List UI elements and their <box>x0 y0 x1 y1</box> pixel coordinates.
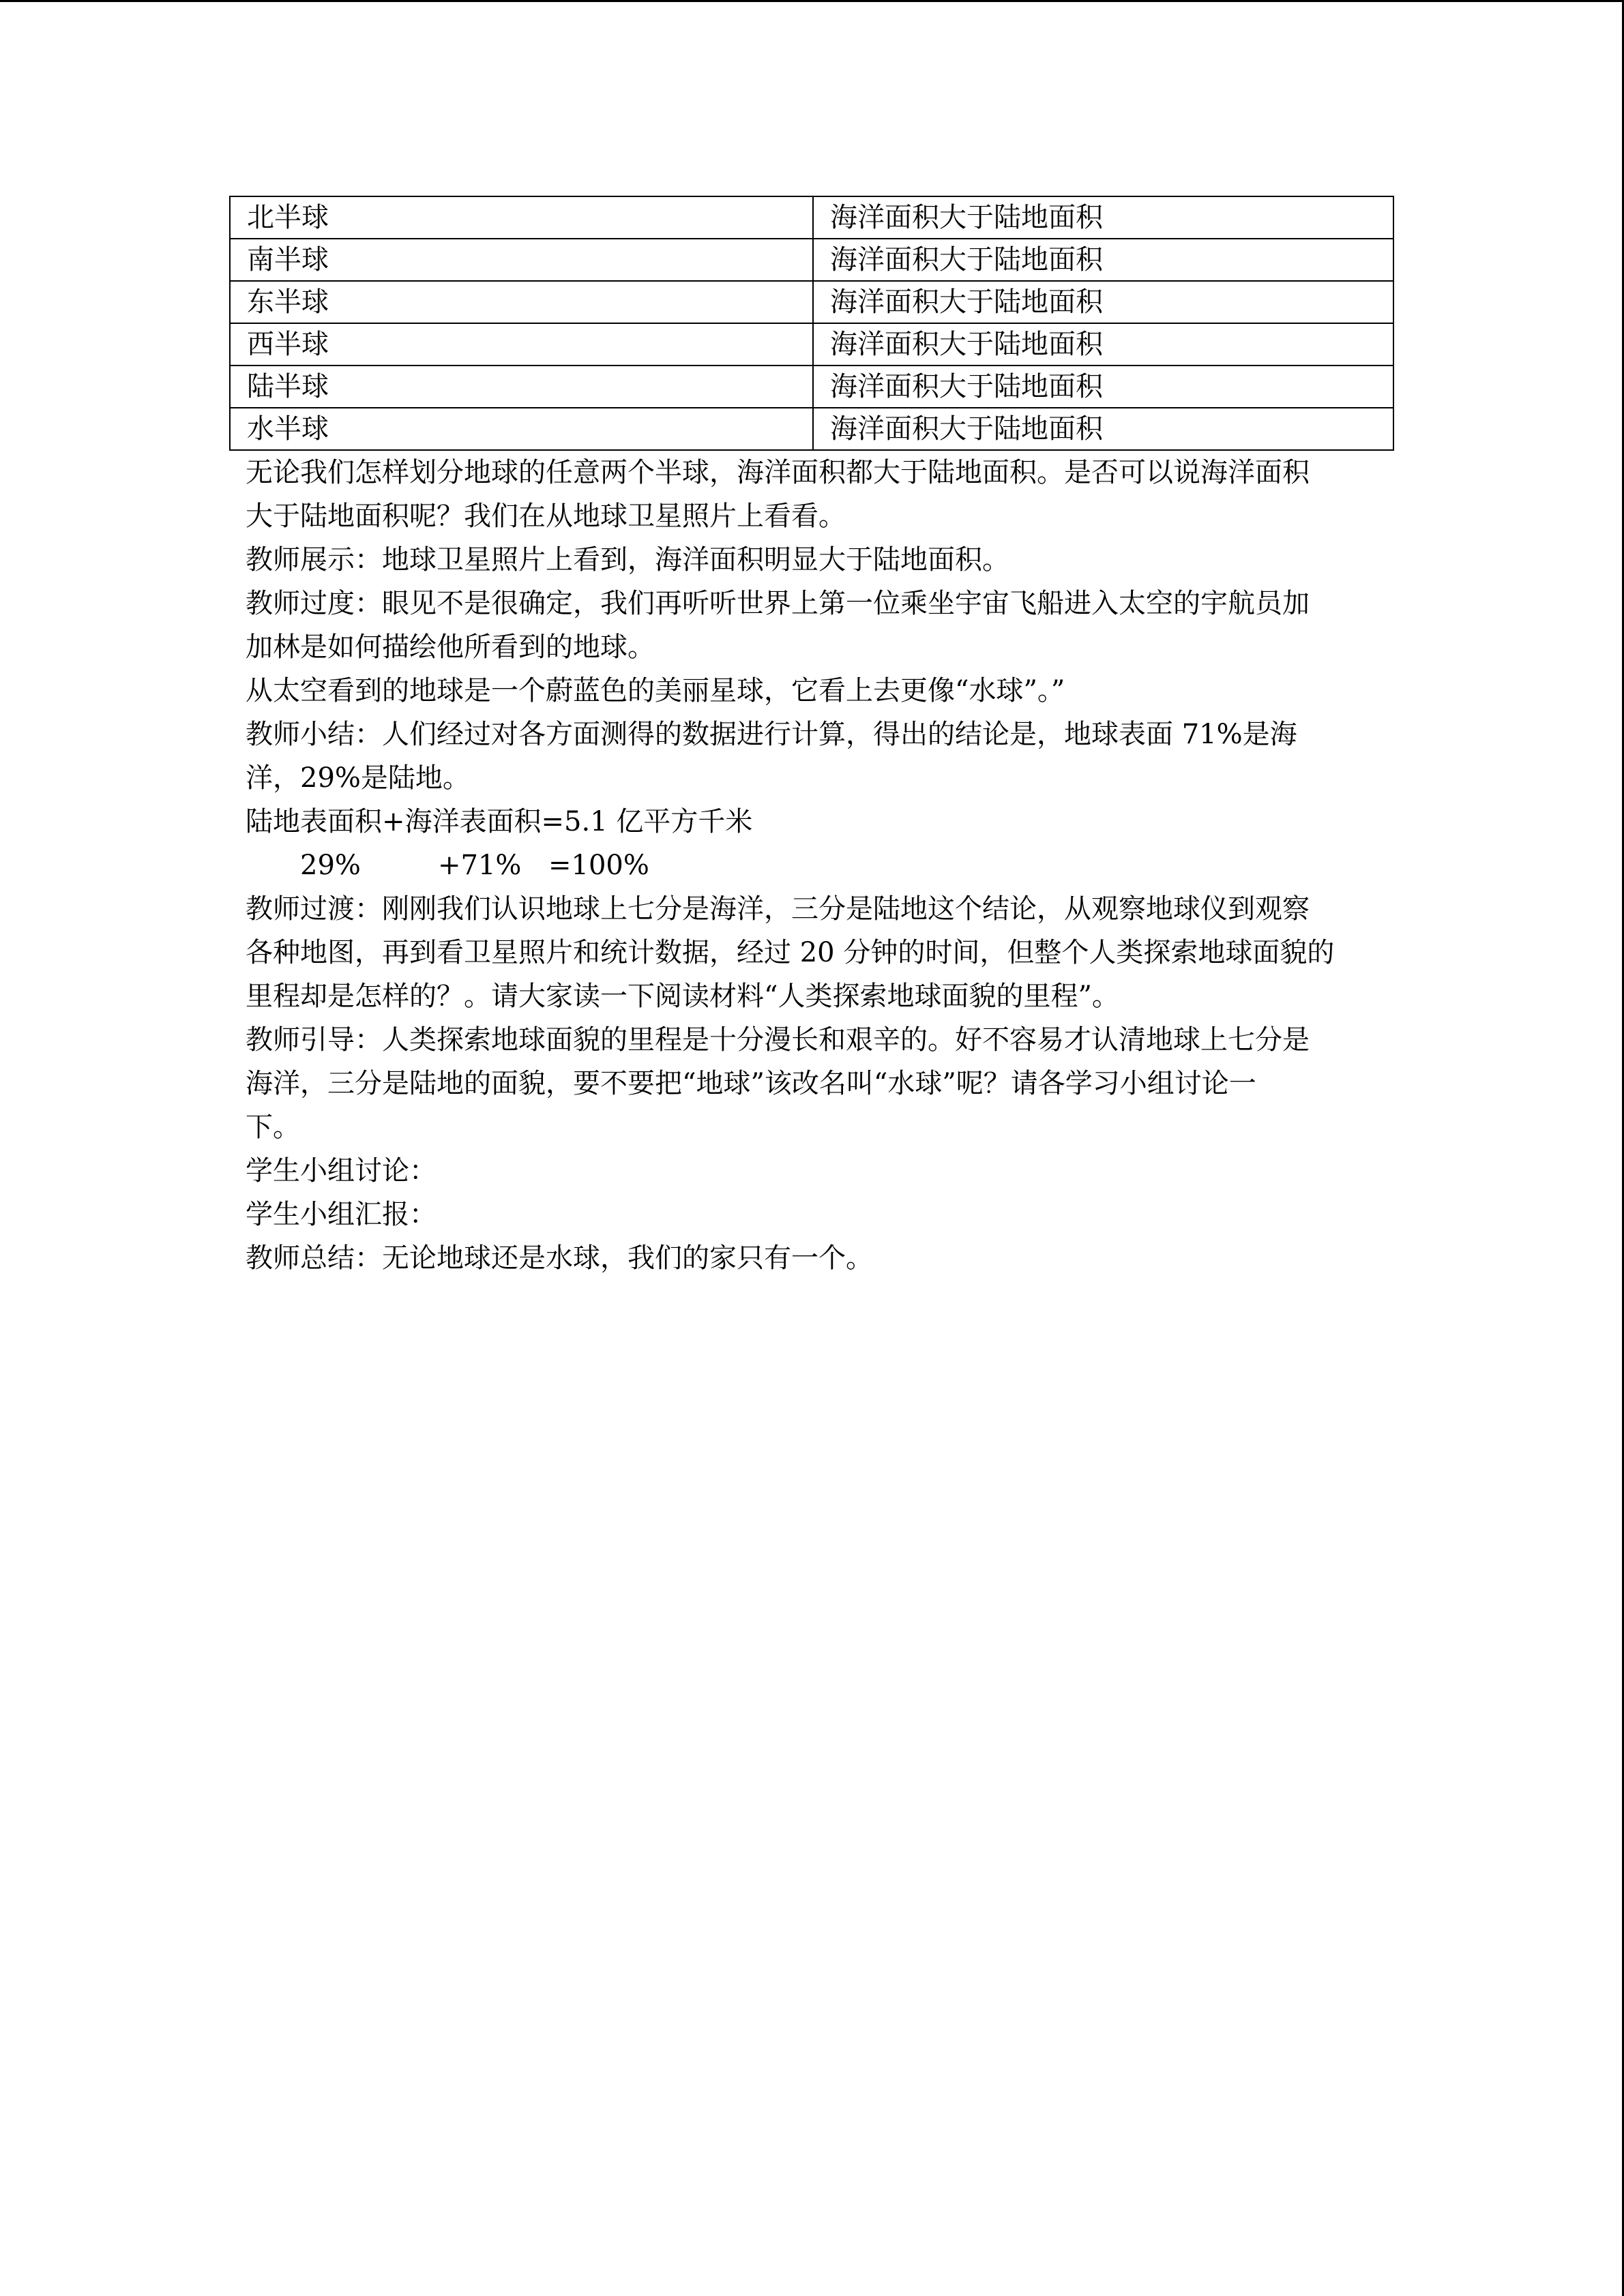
document-body <box>229 196 1394 1280</box>
table-row <box>230 408 1393 450</box>
table-cell-comparison: 海洋面积大于陆地面积 <box>813 323 1393 366</box>
hemisphere-table <box>229 196 1394 451</box>
table-row <box>230 196 1393 239</box>
table-cell-comparison: 海洋面积大于陆地面积 <box>813 196 1393 239</box>
table-cell-hemisphere: 南半球 <box>230 239 813 281</box>
paragraph-line: 从太空看到的地球是一个蔚蓝色的美丽星球，它看上去更像“水球”。” <box>246 675 1065 706</box>
paragraph-line: 洋，29%是陆地。 <box>246 762 470 794</box>
page-border-top <box>0 0 1624 2</box>
table-cell-comparison: 海洋面积大于陆地面积 <box>813 239 1393 281</box>
paragraph-line: 里程却是怎样的？。请大家读一下阅读材料“人类探索地球面貌的里程”。 <box>246 981 1119 1012</box>
table-row <box>230 366 1393 408</box>
formula-row <box>246 844 1394 887</box>
paragraph-line: 无论我们怎样划分地球的任意两个半球，海洋面积都大于陆地面积。是否可以说海洋面积 <box>246 457 1310 488</box>
table-row <box>230 281 1393 323</box>
table-cell-hemisphere: 东半球 <box>230 281 813 323</box>
paragraph-line: 下。 <box>246 1112 300 1143</box>
table-cell-hemisphere: 陆半球 <box>230 366 813 408</box>
lesson-text <box>229 451 1394 1280</box>
paragraph-line: 教师过渡：刚刚我们认识地球上七分是海洋，三分是陆地这个结论，从观察地球仪到观察 <box>246 893 1310 925</box>
table-cell-hemisphere: 西半球 <box>230 323 813 366</box>
table-cell-comparison: 海洋面积大于陆地面积 <box>813 366 1393 408</box>
paragraph-line: 陆地表面积+海洋表面积=5.1 亿平方千米 <box>246 806 753 837</box>
paragraph-line: 教师过度：眼见不是很确定，我们再听听世界上第一位乘坐宇宙飞船进入太空的宇航员加 <box>246 588 1310 619</box>
table-cell-hemisphere: 北半球 <box>230 196 813 239</box>
formula-total-percent: =100% <box>548 850 649 881</box>
paragraph-line: 大于陆地面积呢？我们在从地球卫星照片上看看。 <box>246 501 846 532</box>
table-cell-comparison: 海洋面积大于陆地面积 <box>813 408 1393 450</box>
paragraph-line: 教师引导：人类探索地球面貌的里程是十分漫长和艰辛的。好不容易才认清地球上七分是 <box>246 1024 1310 1056</box>
paragraph-line: 学生小组讨论： <box>246 1155 437 1187</box>
formula-ocean-percent: +71% <box>438 850 522 881</box>
table-cell-hemisphere: 水半球 <box>230 408 813 450</box>
formula-land-percent: 29% <box>300 850 361 881</box>
paragraph-line: 海洋，三分是陆地的面貌，要不要把“地球”该改名叫“水球”呢？请各学习小组讨论一 <box>246 1068 1256 1099</box>
table-row <box>230 323 1393 366</box>
table-cell-comparison: 海洋面积大于陆地面积 <box>813 281 1393 323</box>
paragraph-line: 加林是如何描绘他所看到的地球。 <box>246 631 655 663</box>
paragraph-line: 教师展示：地球卫星照片上看到，海洋面积明显大于陆地面积。 <box>246 544 1009 576</box>
paragraph-line: 教师总结：无论地球还是水球，我们的家只有一个。 <box>246 1242 873 1274</box>
table-row <box>230 239 1393 281</box>
paragraph-line: 教师小结：人们经过对各方面测得的数据进行计算，得出的结论是，地球表面 71%是海 <box>246 719 1297 750</box>
paragraph-line: 各种地图，再到看卫星照片和统计数据，经过 20 分钟的时间，但整个人类探索地球面貌的 <box>246 937 1335 968</box>
paragraph-line: 学生小组汇报： <box>246 1199 437 1230</box>
